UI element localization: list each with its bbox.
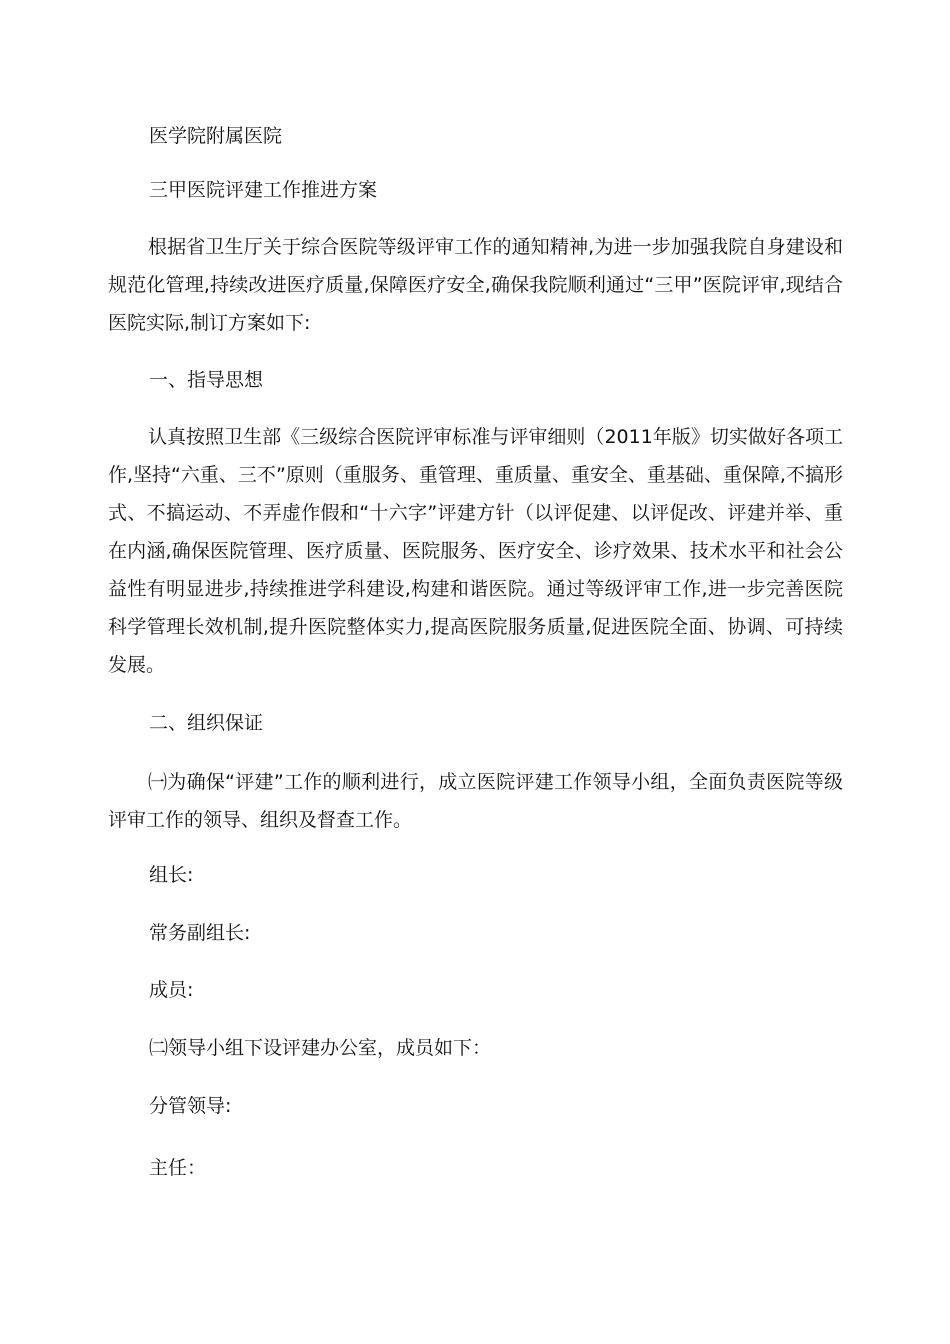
deputy-leader-label: 常务副组长: [149, 922, 251, 944]
section1-heading: 一、指导思想 [149, 369, 264, 391]
members-label: 成员: [149, 979, 194, 1001]
section2-heading: 二、组织保证 [149, 712, 264, 734]
document-title: 三甲医院评建工作推进方案 [149, 179, 378, 201]
section1-paragraph: 认真按照卫生部《三级综合医院评审标准与评审细则（2011年版》切实做好各项工作,坚持“六重、三不”原则（重服务、重管理、重质量、重安全、重基础、重保障,不搞形式、不搞运动、不弄虚作假和“十六字”评建方针（以评促建、以评促改、评建并举、重在内涵,确保医院管理、医疗质量、医院服务、医疗安全、诊疗效果、技术水平和社会公益性有明显进步,持续推进学科建设,构建和谐医院。通过等级评审工作,进一步完善医院科学管理长效机制,提升医院整体实力,提高医院服务质量,促进医院全面、协调、可持续发展。 [108, 426, 843, 676]
supervisor-label: 分管领导: [149, 1095, 232, 1117]
director-label: 主任： [149, 1157, 207, 1179]
section2-item2: ㈡领导小组下设评建办公室，成员如下： [149, 1037, 492, 1059]
leader-label: 组长: [149, 864, 194, 886]
org-name: 医学院附属医院 [149, 125, 283, 147]
section2-item1-paragraph: ㈠为确保“评建”工作的顺利进行，成立医院评建工作领导小组，全面负责医院等级评审工作的领导、组织及督查工作。 [108, 771, 843, 831]
intro-paragraph: 根据省卫生厅关于综合医院等级评审工作的通知精神,为进一步加强我院自身建设和规范化管理,持续改进医疗质量,保障医疗安全,确保我院顺利通过“三甲”医院评审,现结合医院实际,制订方案如下: [108, 236, 843, 334]
